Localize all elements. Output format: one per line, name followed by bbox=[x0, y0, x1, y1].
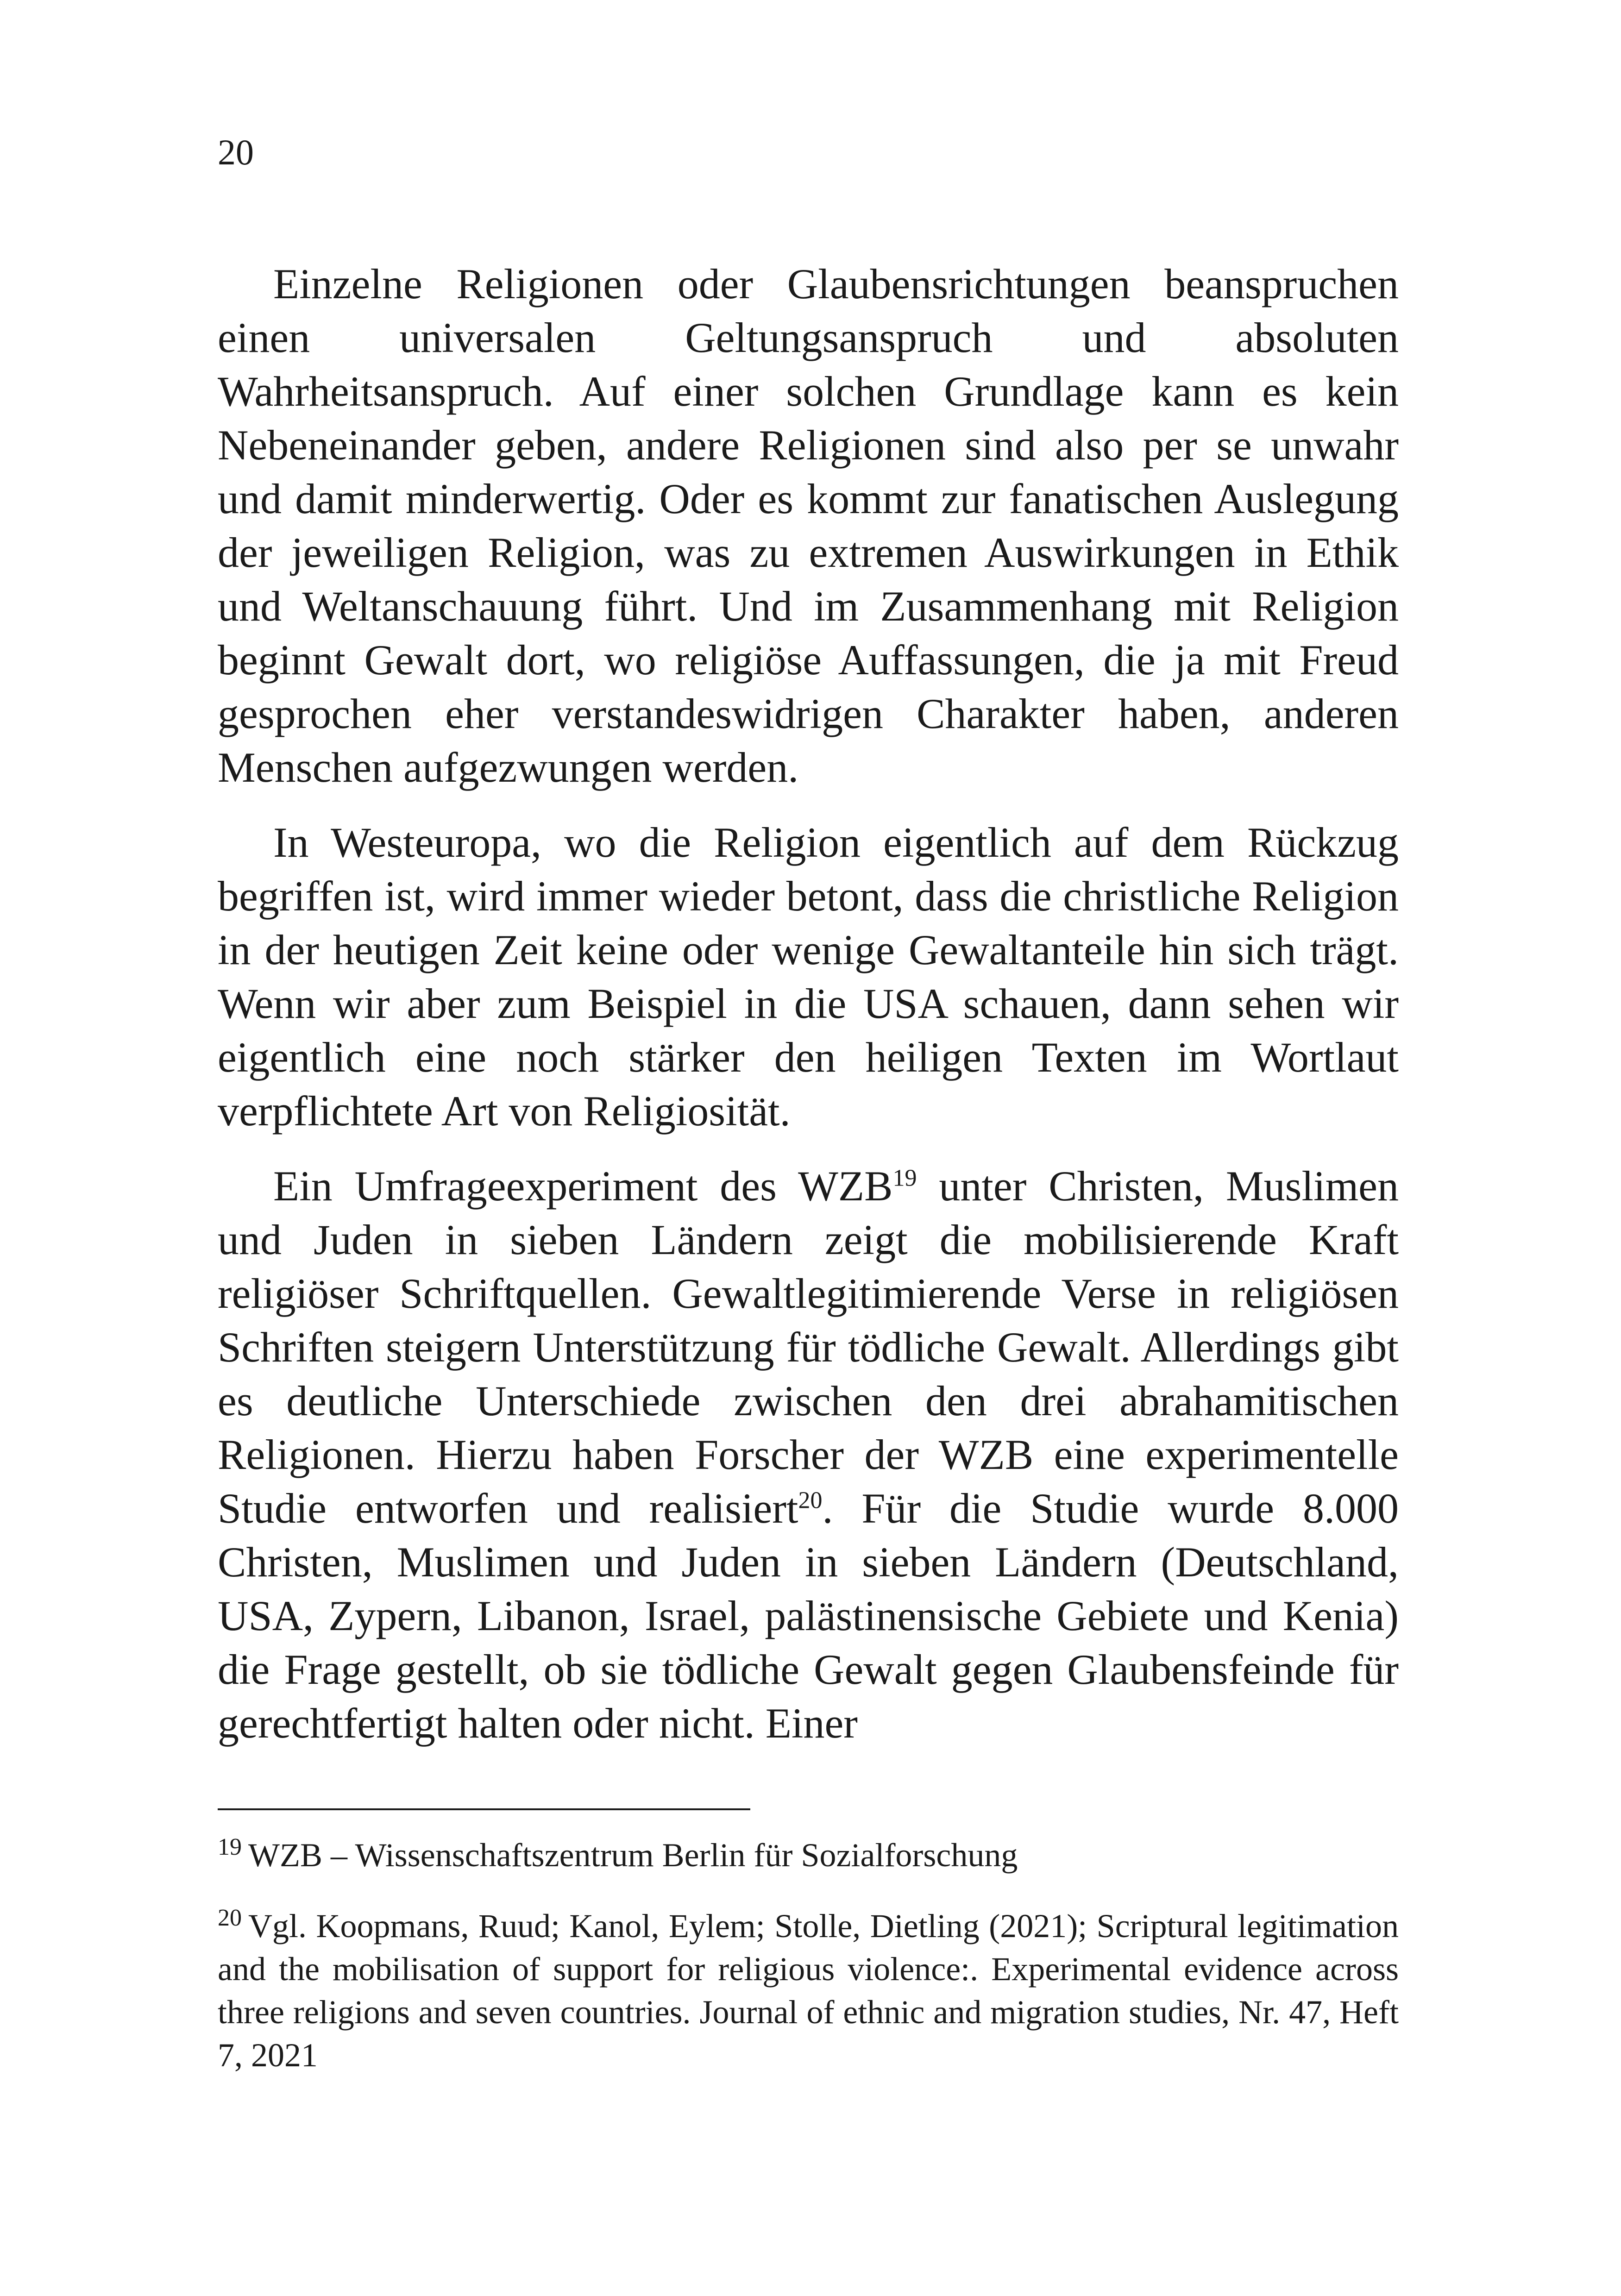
footnote-text: WZB – Wissenschaftszentrum Berlin für Sozialforschung bbox=[248, 1837, 1018, 1874]
page-number: 20 bbox=[218, 132, 254, 172]
paragraph: Einzelne Religionen oder Glaubensrichtungen beanspruchen einen universalen Geltungsanspruch und absoluten Wahrheitsanspruch. Auf einer solchen Grundlage kann es kein Nebeneinander geben, andere Religionen sind also per se unwahr und damit minderwertig. Oder es kommt zur fanatischen Auslegung der jeweiligen Religion, was zu extremen Auswirkungen in Ethik und Weltanschauung führt. Und im Zusammenhang mit Religion beginnt Gewalt dort, wo religiöse Auffassungen, die ja mit Freud gesprochen eher verstandeswidrigen Charakter haben, anderen Menschen aufgezwungen werden. bbox=[218, 260, 1399, 791]
footnote-number: 20 bbox=[218, 1905, 242, 1931]
paragraph-text: . Für die Studie wurde 8.000 Christen, Muslimen und Juden in sieben Ländern (Deutschland, USA, Zypern, Libanon, Israel, palästinensische Gebiete und Kenia) die Frage gestellt, ob sie tödliche Gewalt gegen Glaubensfeinde für gerechtfertigt halten oder nicht. Einer bbox=[218, 1485, 1399, 1747]
footnote-reference: 20 bbox=[798, 1487, 823, 1514]
paragraph-text: unter Christen, Muslimen und Juden in sieben Ländern zeigt die mobilisierende Kraft religiöser Schriftquellen. Gewaltlegitimierende Verse in religiösen Schriften steigern Unterstützung für tödliche Gewalt. Allerdings gibt es deutliche Unterschiede zwischen den drei abrahamitischen Religionen. Hierzu haben Forscher der WZB eine experimentelle Studie entworfen und realisiert bbox=[218, 1162, 1399, 1532]
footnote bbox=[218, 1905, 1399, 2077]
footnote-reference: 19 bbox=[892, 1165, 917, 1192]
paragraph bbox=[218, 1159, 1399, 1750]
footnote-number: 19 bbox=[218, 1834, 242, 1860]
footnotes bbox=[218, 1834, 1399, 2105]
paragraph: In Westeuropa, wo die Religion eigentlich auf dem Rückzug begriffen ist, wird immer wieder betont, dass die christliche Religion in der heutigen Zeit keine oder wenige Gewaltanteile hin sich trägt. Wenn wir aber zum Beispiel in die USA schauen, dann sehen wir eigentlich eine noch stärker den heiligen Texten im Wortlaut verpflichtete Art von Religiosität. bbox=[218, 819, 1399, 1135]
body-text bbox=[218, 257, 1399, 1771]
paragraph-text: Ein Umfrageexperiment des WZB bbox=[273, 1162, 893, 1210]
footnote-text: Vgl. Koopmans, Ruud; Kanol, Eylem; Stolle, Dietling (2021); Scriptural legitimation and the mobilisation of support for religious violence:. Experimental evidence across three religions and seven countries. Journal of ethnic and migration studies, Nr. 47, Heft 7, 2021 bbox=[218, 1907, 1399, 2074]
footnote-separator bbox=[218, 1808, 750, 1810]
footnote bbox=[218, 1834, 1399, 1877]
